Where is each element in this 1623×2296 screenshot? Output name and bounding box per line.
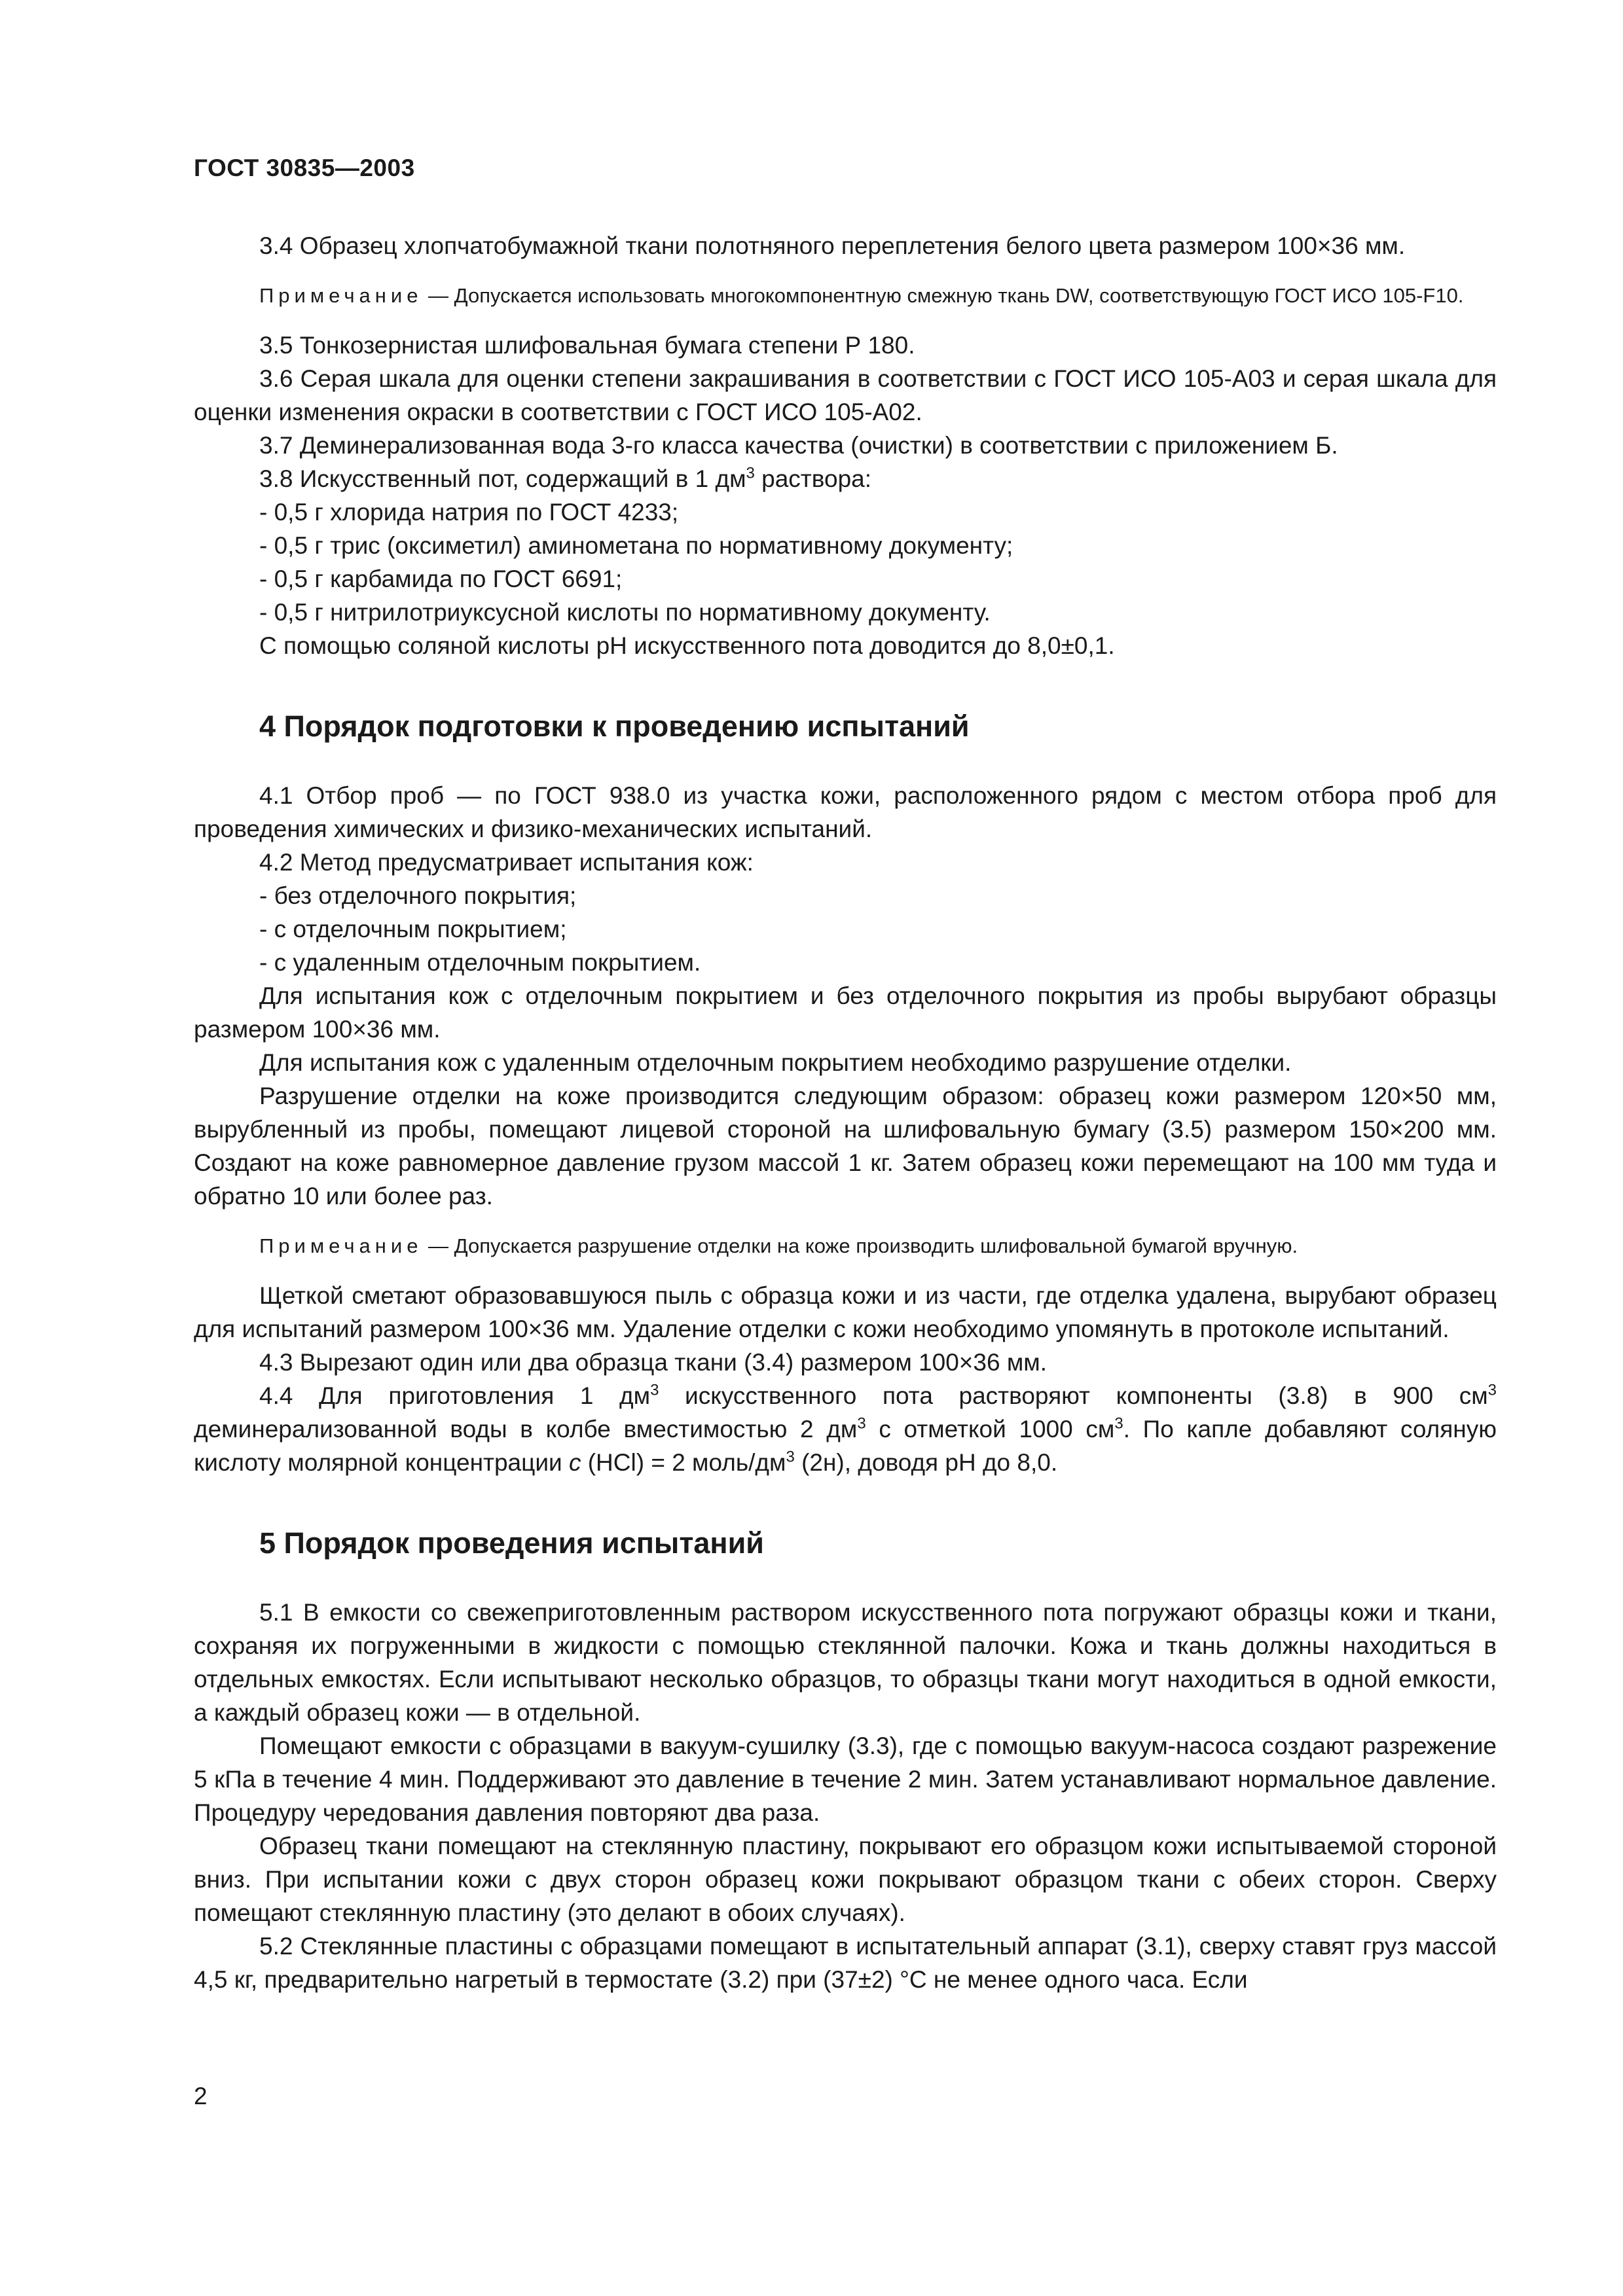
paragraph-3-6: 3.6 Серая шкала для оценки степени закрашивания в соответствии с ГОСТ ИСО 105-А03 и серая шкала для оценки изменения окраски в соответствии с ГОСТ ИСО 105-А02. (194, 365, 1497, 425)
note-label: Примечание (259, 1234, 423, 1257)
paragraph-4-4 (194, 1379, 1497, 1479)
note-1 (194, 281, 1497, 310)
list-item: - 0,5 г хлорида натрия по ГОСТ 4233; (259, 499, 679, 526)
superscript: 3 (1114, 1414, 1123, 1433)
text-fragment: . По капле добавляют соляную кислоту молярной концентрации (194, 1416, 1497, 1476)
ph-paragraph: С помощью соляной кислоты рН искусственного пота доводится до 8,0±0,1. (259, 632, 1115, 659)
paragraph-5-1: 5.1 В емкости со свежеприготовленным раствором искусственного пота погружают образцы кожи и ткани, сохраняя их погруженными в жидкости с помощью стеклянной палочки. Кожа и ткань должны находиться в отдельных емкостях. Если испытывают несколько образцов, то образцы ткани могут находиться в одной емкости, а каждый образец кожи — в отдельной. (194, 1599, 1497, 1726)
document-code-header: ГОСТ 30835—2003 (194, 154, 415, 181)
paragraph-4-1: 4.1 Отбор проб — по ГОСТ 938.0 из участка кожи, расположенного рядом с местом отбора проб для проведения химических и физико-механических испытаний. (194, 782, 1497, 842)
page-body (194, 229, 1497, 1996)
paragraph-5-1-a: Помещают емкости с образцами в вакуум-сушилку (3.3), где с помощью вакуум-насоса создают разрежение 5 кПа в течение 4 мин. Поддерживают это давление в течение 2 мин. Затем устанавливают нормальное давление. Процедуру чередования давления повторяют два раза. (194, 1732, 1497, 1826)
note-text: — Допускается использовать многокомпонентную смежную ткань DW, соответствующую ГОСТ ИСО 105-F10. (422, 284, 1464, 307)
text-fragment: (HCl) = 2 моль/дм (581, 1449, 786, 1476)
paragraph-3-5: 3.5 Тонкозернистая шлифовальная бумага степени Р 180. (259, 332, 915, 359)
italic-variable: с (568, 1449, 581, 1476)
text-fragment: раствора: (754, 465, 872, 492)
list-item: - 0,5 г трис (оксиметил) аминометана по нормативному документу; (259, 532, 1013, 559)
superscript: 3 (650, 1381, 659, 1399)
note-2 (194, 1231, 1497, 1261)
note-text: — Допускается разрушение отделки на коже производить шлифовальной бумагой вручную. (422, 1234, 1298, 1257)
text-fragment: 4.4 Для приготовления 1 дм (259, 1382, 651, 1409)
paragraph-4-2-d: Щеткой сметают образовавшуюся пыль с образца кожи и из части, где отделка удалена, вырубают образец для испытаний размером 100×36 мм. Удаление отделки с кожи необходимо упомянуть в протоколе испытаний. (194, 1282, 1497, 1342)
paragraph-4-2-a: Для испытания кож с отделочным покрытием и без отделочного покрытия из пробы вырубают образцы размером 100×36 мм. (194, 982, 1497, 1043)
page-number: 2 (194, 2083, 208, 2109)
list-item: - 0,5 г нитрилотриуксусной кислоты по нормативному документу. (259, 599, 991, 626)
paragraph-5-1-b: Образец ткани помещают на стеклянную пластину, покрывают его образцом кожи испытываемой стороной вниз. При испытании кожи с двух сторон образец кожи покрывают образцом ткани с обеих сторон. Сверху помещают стеклянную пластину (это делают в обоих случаях). (194, 1833, 1497, 1926)
superscript: 3 (786, 1448, 795, 1466)
text-fragment: 3.8 Искусственный пот, содержащий в 1 дм (259, 465, 746, 492)
paragraph-3-4: 3.4 Образец хлопчатобумажной ткани полотняного переплетения белого цвета размером 100×36 мм. (259, 232, 1406, 259)
list-item: - с удаленным отделочным покрытием. (259, 949, 701, 976)
list-item: - без отделочного покрытия; (259, 882, 577, 909)
paragraph-4-2: 4.2 Метод предусматривает испытания кож: (259, 849, 754, 876)
superscript: 3 (857, 1414, 866, 1433)
text-fragment: (2н), доводя рН до 8,0. (794, 1449, 1058, 1476)
note-label: Примечание (259, 284, 423, 307)
paragraph-4-3: 4.3 Вырезают один или два образца ткани (3.4) размером 100×36 мм. (259, 1349, 1047, 1376)
superscript: 3 (746, 464, 755, 482)
paragraph-4-2-b: Для испытания кож с удаленным отделочным покрытием необходимо разрушение отделки. (259, 1049, 1292, 1076)
paragraph-4-2-c: Разрушение отделки на коже производится следующим образом: образец кожи размером 120×50 мм, вырубленный из пробы, помещают лицевой стороной на шлифовальную бумагу (3.5) размером 150×200 мм. Создают на коже равномерное давление грузом массой 1 кг. Затем образец кожи перемещают на 100 мм туда и обратно 10 или более раз. (194, 1083, 1497, 1210)
text-fragment: деминерализованной воды в колбе вместимостью 2 дм (194, 1416, 858, 1443)
paragraph-3-8 (194, 462, 1497, 495)
text-fragment: искусственного пота растворяют компоненты (3.8) в 900 см (659, 1382, 1488, 1409)
section-5-title: 5 Порядок проведения испытаний (259, 1526, 764, 1560)
paragraph-3-7: 3.7 Деминерализованная вода 3-го класса качества (очистки) в соответствии с приложением Б. (259, 432, 1338, 459)
list-item: - 0,5 г карбамида по ГОСТ 6691; (259, 565, 623, 592)
list-item: - с отделочным покрытием; (259, 916, 567, 942)
text-fragment: с отметкой 1000 см (866, 1416, 1115, 1443)
paragraph-5-2: 5.2 Стеклянные пластины с образцами помещают в испытательный аппарат (3.1), сверху ставят груз массой 4,5 кг, предварительно нагретый в термостате (3.2) при (37±2) °С не менее одного часа. Если (194, 1933, 1497, 1993)
superscript: 3 (1487, 1381, 1497, 1399)
section-4-title: 4 Порядок подготовки к проведению испытаний (259, 709, 970, 743)
